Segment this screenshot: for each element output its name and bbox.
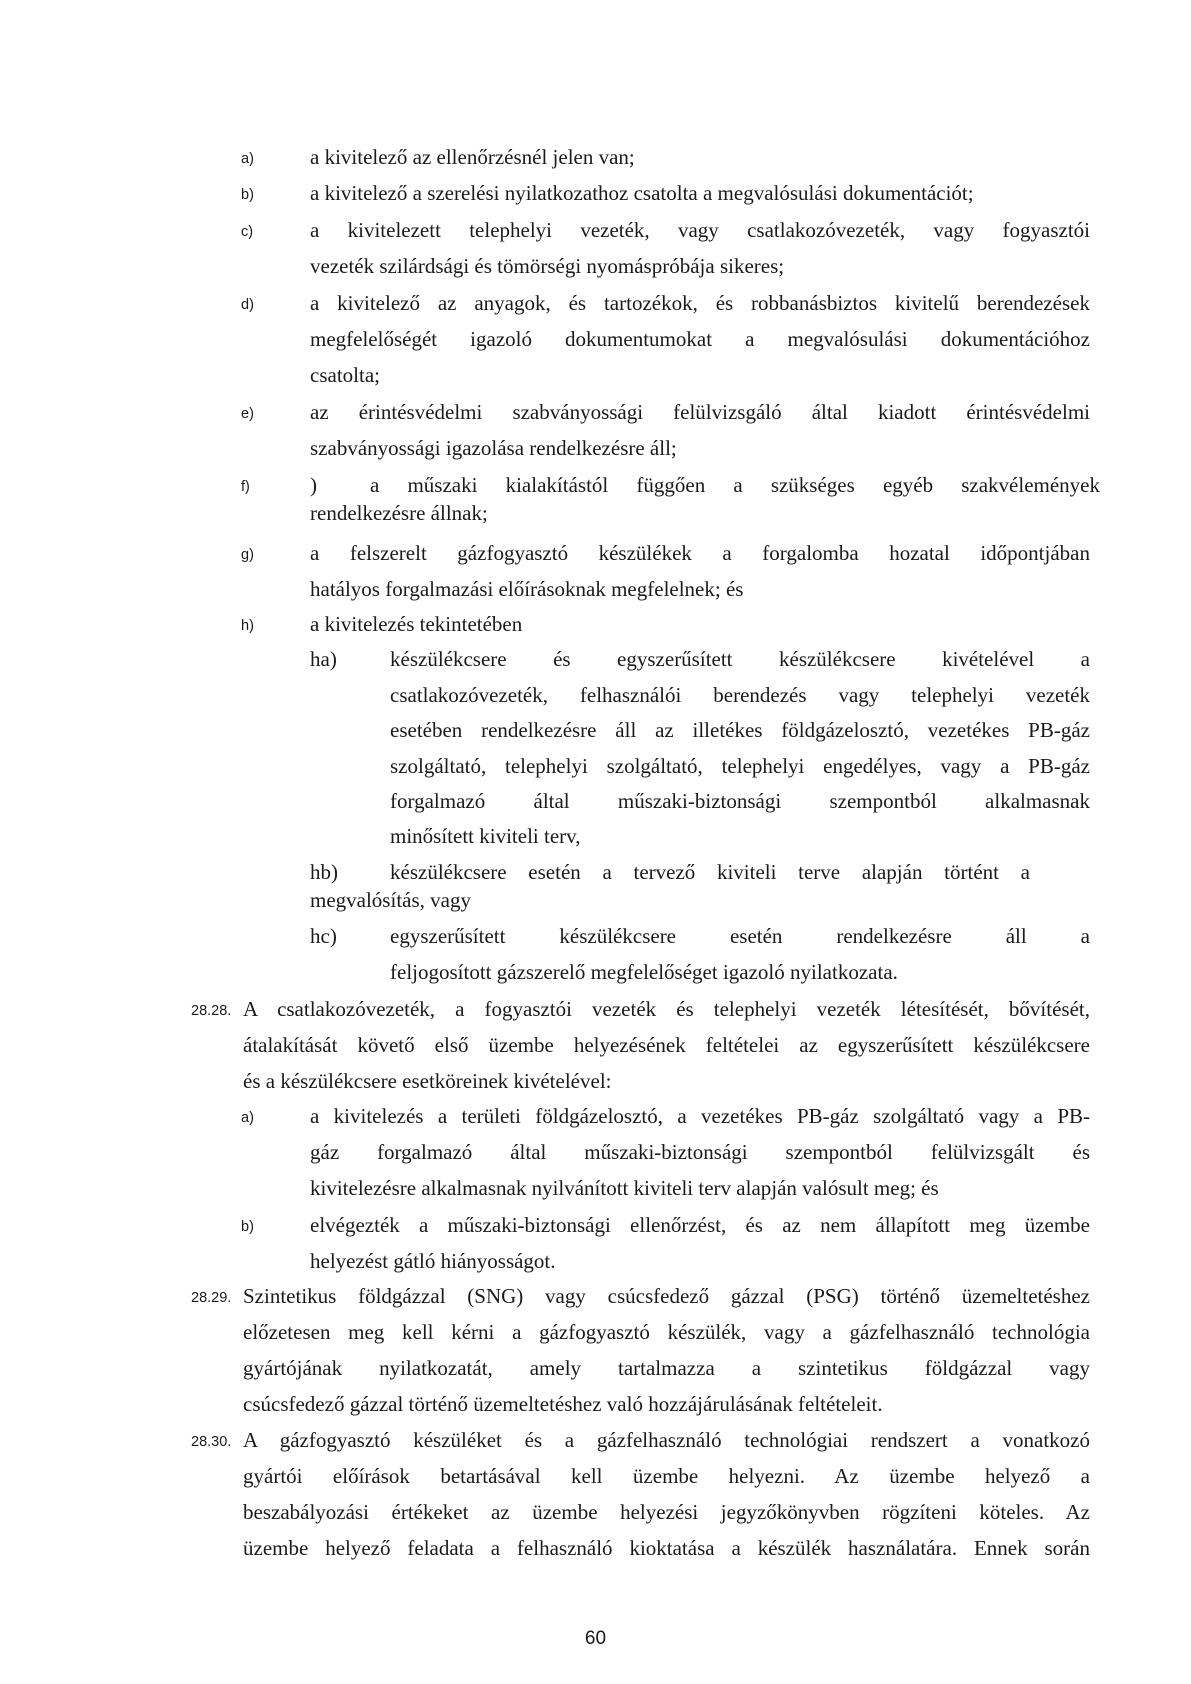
list-item-text: hatályos forgalmazási előírásoknak megfelelnek; és — [310, 577, 744, 601]
sublist-item-text: feljogosított gázszerelő megfelelőséget igazoló nyilatkozata. — [390, 960, 898, 984]
section-text: üzembe helyező feladata a felhasználó kioktatása a készülék használatára. Ennek során — [243, 1536, 1090, 1560]
section-text: és a készülékcsere esetköreinek kivételével: — [243, 1069, 612, 1093]
section-number: 28.28. — [191, 1003, 232, 1019]
list-item-text: elvégezték a műszaki-biztonsági ellenőrzést, és az nem állapított meg üzembe — [310, 1213, 1090, 1237]
sublist-item-text: forgalmazó által műszaki-biztonsági szempontból alkalmasnak — [390, 789, 1090, 813]
list-label: g) — [241, 547, 254, 563]
sublist-label: ha) — [310, 647, 337, 671]
sublist-item-text: egyszerűsített készülékcsere esetén rendelkezésre áll a — [390, 924, 1090, 948]
section-text: beszabályozási értékeket az üzembe helyezési jegyzőkönyvben rögzíteni köteles. Az — [243, 1500, 1090, 1524]
section-text: gyártói előírások betartásával kell üzembe helyezni. Az üzembe helyező a — [243, 1464, 1090, 1488]
section-text: Szintetikus földgázzal (SNG) vagy csúcsfedező gázzal (PSG) történő üzemeltetéshez — [243, 1284, 1090, 1308]
section-text: csúcsfedező gázzal történő üzemeltetéshez való hozzájárulásának feltételeit. — [243, 1392, 883, 1416]
list-label: f) — [241, 479, 250, 495]
list-label: b) — [241, 187, 254, 203]
list-label: h) — [241, 618, 254, 634]
list-label: b) — [241, 1219, 254, 1235]
page-number: 60 — [584, 1628, 607, 1649]
sublist-item-text: esetében rendelkezésre áll az illetékes földgázelosztó, vezetékes PB-gáz — [390, 718, 1090, 742]
list-label: a) — [241, 1110, 254, 1126]
list-label: a) — [241, 151, 254, 167]
section-number: 28.29. — [191, 1290, 232, 1306]
section-text: átalakítását követő első üzembe helyezésének feltételei az egyszerűsített készülékcsere — [243, 1033, 1090, 1057]
section-text: A gázfogyasztó készüléket és a gázfelhasználó technológiai rendszert a vonatkozó — [243, 1428, 1090, 1452]
sublist-item-text: készülékcsere esetén a tervező kiviteli terve alapján történt a — [390, 860, 1030, 884]
list-item-text: kivitelezésre alkalmasnak nyilvánított kiviteli terv alapján valósult meg; és — [310, 1176, 939, 1200]
sublist-item-text: megvalósítás, vagy — [310, 888, 471, 912]
list-item-text: a kivitelező az ellenőrzésnél jelen van; — [310, 145, 635, 169]
sublist-item-text: készülékcsere és egyszerűsített készülékcsere kivételével a — [390, 647, 1090, 671]
list-item-text: a kivitelezés tekintetében — [310, 612, 523, 636]
list-item-text: helyezést gátló hiányosságot. — [310, 1249, 556, 1273]
list-item-paren: ) — [310, 473, 317, 497]
section-text: előzetesen meg kell kérni a gázfogyasztó készülék, vagy a gázfelhasználó technológia — [243, 1320, 1090, 1344]
list-label: d) — [241, 297, 254, 313]
sublist-label: hb) — [310, 860, 338, 884]
list-item-text: rendelkezésre állnak; — [310, 501, 488, 525]
list-item-text: a kivitelező a szerelési nyilatkozathoz csatolta a megvalósulási dokumentációt; — [310, 181, 974, 205]
list-item-text: a felszerelt gázfogyasztó készülékek a forgalomba hozatal időpontjában — [310, 541, 1090, 565]
list-label: c) — [241, 224, 254, 240]
list-item-text: a műszaki kialakítástól függően a szükséges egyéb szakvélemények — [370, 473, 1100, 497]
section-text: A csatlakozóvezeték, a fogyasztói vezeték és telephelyi vezeték létesítését, bővítését, — [243, 997, 1090, 1021]
section-text: gyártójának nyilatkozatát, amely tartalmazza a szintetikus földgázzal vagy — [243, 1356, 1090, 1380]
sublist-item-text: csatlakozóvezeték, felhasználói berendezés vagy telephelyi vezeték — [390, 683, 1090, 707]
section-number: 28.30. — [191, 1434, 232, 1450]
list-item-text: a kivitelezés a területi földgázelosztó, a vezetékes PB-gáz szolgáltató vagy a PB- — [310, 1104, 1090, 1128]
list-item-text: az érintésvédelmi szabványossági felülvizsgáló által kiadott érintésvédelmi — [310, 400, 1090, 424]
list-item-text: vezeték szilárdsági és tömörségi nyomáspróbája sikeres; — [310, 254, 785, 278]
sublist-item-text: szolgáltató, telephelyi szolgáltató, telephelyi engedélyes, vagy a PB-gáz — [390, 754, 1090, 778]
list-label: e) — [241, 406, 254, 422]
list-item-text: csatolta; — [310, 363, 380, 387]
list-item-text: a kivitelező az anyagok, és tartozékok, és robbanásbiztos kivitelű berendezések — [310, 291, 1090, 315]
list-item-text: megfelelőségét igazoló dokumentumokat a megvalósulási dokumentációhoz — [310, 327, 1090, 351]
list-item-text: a kivitelezett telephelyi vezeték, vagy csatlakozóvezeték, vagy fogyasztói — [310, 218, 1090, 242]
list-item-text: szabványossági igazolása rendelkezésre áll; — [310, 436, 677, 460]
list-item-text: gáz forgalmazó által műszaki-biztonsági szempontból felülvizsgált és — [310, 1140, 1090, 1164]
sublist-item-text: minősített kiviteli terv, — [390, 824, 581, 848]
sublist-label: hc) — [310, 924, 337, 948]
